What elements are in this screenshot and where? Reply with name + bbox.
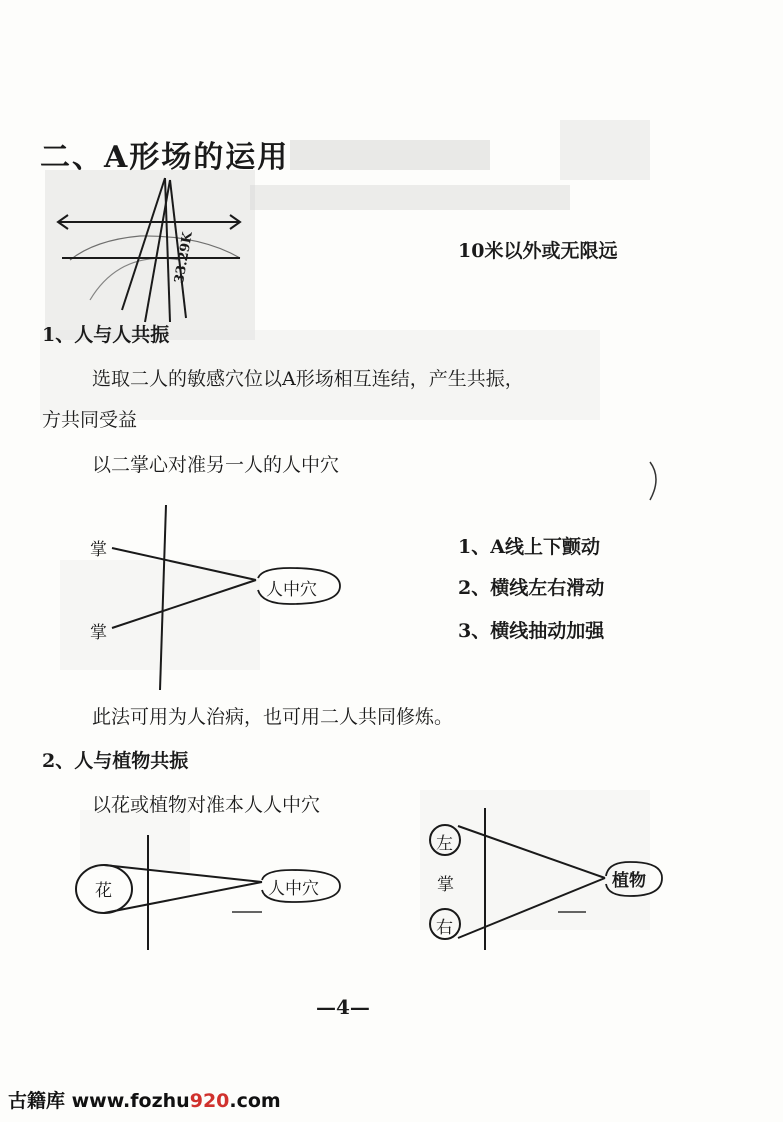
- part1-paragraph-line2: 方共同受益: [42, 409, 138, 431]
- part1-paragraph-line1: 选取二人的敏感穴位以A形场相互连结，产生共振，: [92, 368, 524, 390]
- left-palm-label: 左: [436, 834, 453, 854]
- step-2: 2、横线左右滑动: [458, 577, 605, 599]
- distance-note: 10米以外或无限远: [458, 240, 618, 262]
- right-palm-label: 右: [436, 918, 453, 938]
- section-title: 二、A形场的运用: [40, 140, 290, 175]
- palm-label: 掌: [437, 875, 454, 895]
- plant-label: 植物: [612, 871, 646, 891]
- philtrum-label: 人中穴: [266, 580, 317, 600]
- step-3: 3、横线抽动加强: [458, 620, 605, 642]
- page-number: —4—: [316, 995, 370, 1019]
- flower-label: 花: [95, 881, 112, 901]
- watermark-prefix: 古籍库 www.fozhu: [8, 1090, 190, 1112]
- part1-instruction: 以二掌心对准另一人的人中穴: [92, 454, 340, 476]
- part1-note: 此法可用为人治病，也可用二人共同修炼。: [92, 706, 454, 728]
- sketch-label: 33.29K: [172, 230, 196, 285]
- watermark-number: 920: [189, 1090, 230, 1112]
- philtrum-label-2: 人中穴: [268, 879, 319, 899]
- watermark-suffix: .com: [229, 1090, 281, 1112]
- palm-bottom-label: 掌: [90, 623, 107, 643]
- step-1: 1、A线上下颤动: [458, 536, 600, 558]
- part1-heading: 1、人与人共振: [42, 324, 170, 346]
- part2-instruction: 以花或植物对准本人人中穴: [92, 794, 321, 816]
- part2-heading: 2、人与植物共振: [42, 750, 189, 772]
- palm-top-label: 掌: [90, 540, 107, 560]
- watermark: [8, 1086, 281, 1113]
